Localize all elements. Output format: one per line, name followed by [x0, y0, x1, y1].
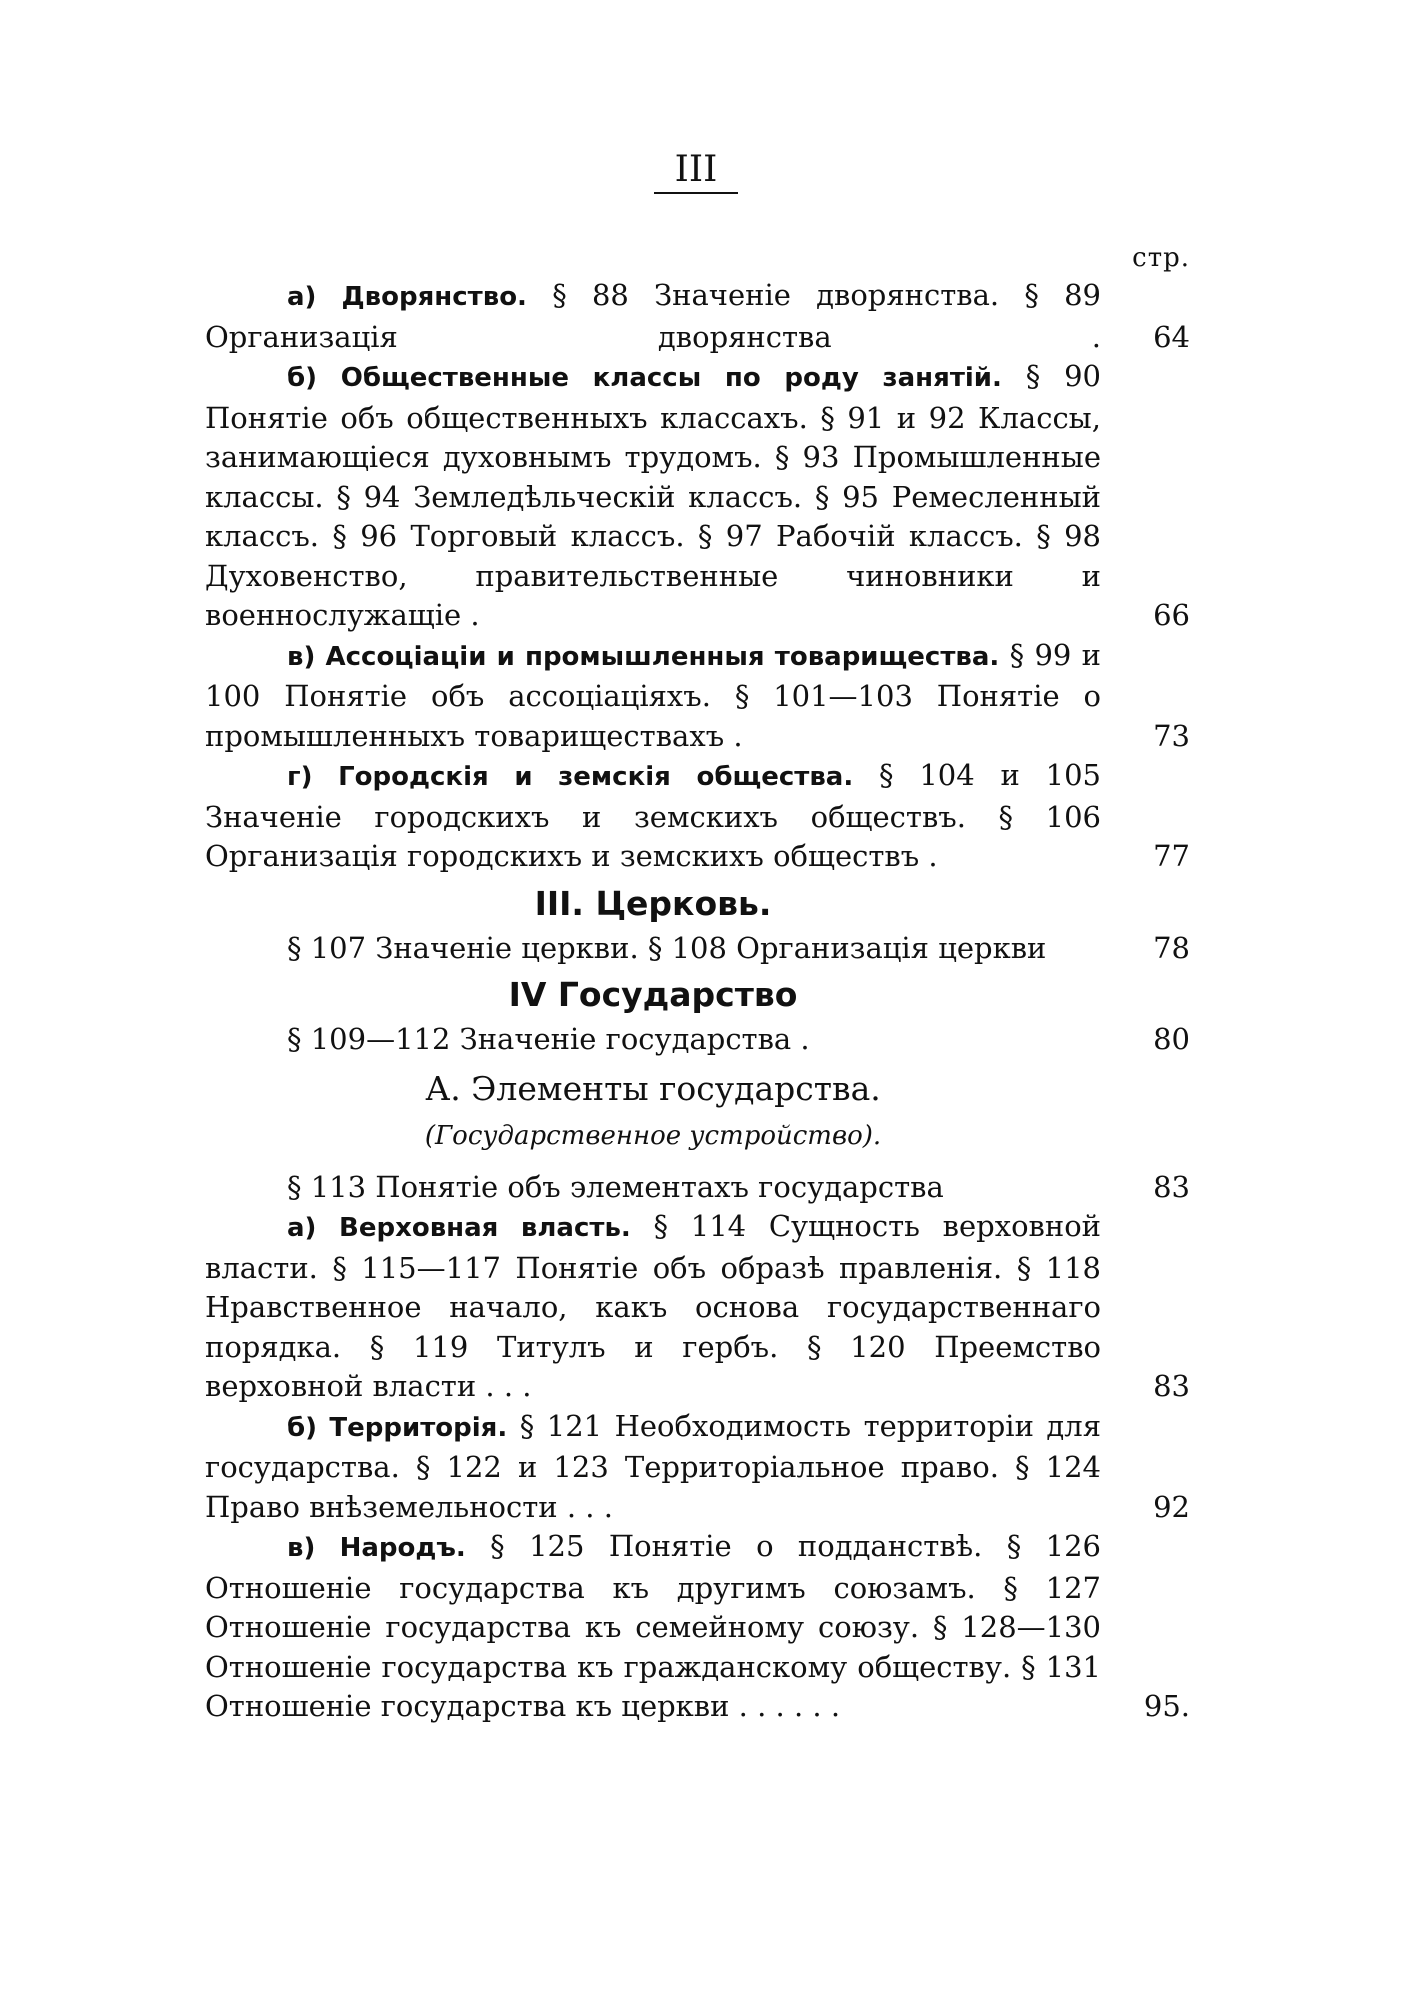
toc-entry: [205, 1020, 1190, 1060]
section-title-church: III. Церковь.: [534, 883, 772, 923]
toc-entry-heading: б) Общественные классы по роду занятій.: [287, 363, 1002, 393]
toc-page-number: 92: [1153, 1489, 1190, 1524]
toc-entry: [205, 756, 1190, 877]
toc-entry-heading: б) Территорія.: [287, 1412, 508, 1443]
toc-entry-text: г) Городскія и земскія общества. § 104 и 105 Значеніе городскихъ и земскихъ обществъ. § 106 Организація городскихъ и земскихъ обществъ .: [205, 758, 1102, 873]
toc-entry-text: а) Верховная власть. § 114 Сущность верховной власти. § 115—117 Понятіе объ образѣ правленія. § 118 Нравственное начало, какъ основа государственнаго порядка. § 119 Титулъ и гербъ. § 120 Преемство верховной власти . . .: [205, 1209, 1101, 1403]
toc-entry: [205, 929, 1190, 969]
toc-page-number: 73: [1153, 718, 1190, 753]
toc-entry: [205, 276, 1190, 357]
toc-entry: [205, 1168, 1190, 1208]
toc-page-number: 80: [1153, 1022, 1190, 1056]
toc-entry-heading: в) Ассоціаціи и промышленныя товарищества.: [287, 641, 1000, 672]
toc-entry-text: § 109—112 Значеніе государства .: [287, 1022, 810, 1056]
toc-entry-heading: а) Верховная власть.: [287, 1213, 631, 1243]
toc-entry-text: а) Дворянство. § 88 Значеніе дворянства. § 89 Организація дворянства .: [205, 278, 1102, 354]
toc-page-number: 83: [1153, 1169, 1190, 1204]
toc-page-number: 77: [1153, 839, 1190, 873]
toc-entry-text: б) Территорія. § 121 Необходимость территоріи для государства. § 122 и 123 Территоріальное право. § 124 Право внѣземельности . . .: [205, 1408, 1101, 1524]
section-title-state: IV Государство: [508, 975, 798, 1014]
toc-page-number: 95.: [1143, 1689, 1190, 1723]
toc-page-number: 64: [1153, 319, 1190, 354]
toc-entry: [205, 1407, 1190, 1528]
toc-entry-text: в) Ассоціаціи и промышленныя товарищества. § 99 и 100 Понятіе объ ассоціаціяхъ. § 101—103 Понятіе о промышленныхъ товариществахъ .: [205, 637, 1101, 753]
toc-entry: [205, 1527, 1190, 1727]
toc-entry: [205, 636, 1190, 757]
toc-entry-text: б) Общественные классы по роду занятій. § 90 Понятіе объ общественныхъ классахъ. § 91 и 92 Классы, занимающіеся духовнымъ трудомъ. § 93 Промышленные классы. § 94 Земледѣльческій классъ. § 95 Ремесленный классъ. § 96 Торговый классъ. § 97 Рабочій классъ. § 98 Духовенство, правительственные чиновники и военнослужащіе .: [205, 359, 1101, 632]
toc-page-number: 78: [1153, 930, 1190, 965]
table-of-contents: [205, 276, 1190, 1727]
toc-entry-text: § 107 Значеніе церкви. § 108 Организація церкви: [287, 930, 1047, 965]
toc-entry-heading: г) Городскія и земскія общества.: [287, 762, 854, 792]
subsection-title: А. Элементы государства.: [425, 1068, 881, 1108]
toc-entry: [205, 1207, 1190, 1407]
toc-page-number: 83: [1153, 1369, 1190, 1403]
page-number: III: [654, 148, 738, 194]
subsection-subtitle: (Государственное устройство).: [424, 1120, 882, 1151]
toc-entry-heading: в) Народъ.: [287, 1533, 466, 1563]
toc-entry-heading: а) Дворянство.: [287, 282, 527, 312]
toc-entry-text: § 113 Понятіе объ элементахъ государства: [287, 1169, 944, 1204]
toc-page-number: 66: [1153, 598, 1190, 632]
page-column-label: стр.: [1132, 243, 1190, 273]
toc-entry-text: в) Народъ. § 125 Понятіе о подданствѣ. § 126 Отношеніе государства къ другимъ союзамъ. § 127 Отношеніе государства къ семейному союзу. § 128—130 Отношеніе государства къ гражданскому обществу. § 131 Отношеніе государства къ церкви . . . . . .: [205, 1529, 1102, 1723]
toc-entry: [205, 357, 1190, 636]
